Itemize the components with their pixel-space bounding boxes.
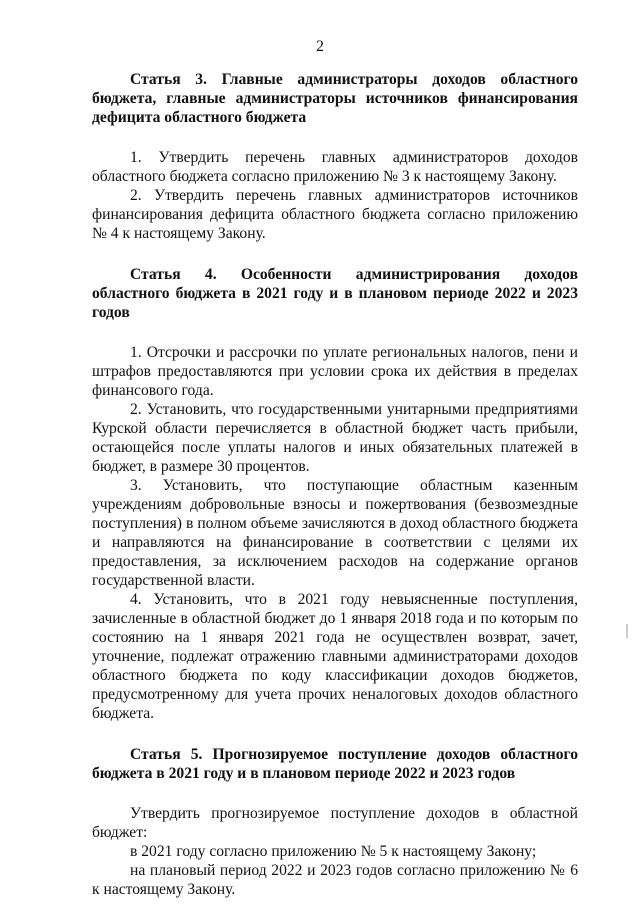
paragraph: в 2021 году согласно приложению № 5 к настоящему Закону; xyxy=(130,843,537,860)
article-3 xyxy=(92,70,578,243)
paragraph: 4. Установить, что в 2021 году невыясненные поступления, зачисленные в областной бюджет до 1 января 2018 года и по которым по состоянию на 1 января 2021 года не осуществлен возврат, зачет, уточнение, подлежат отражению главными администраторами доходов областного бюджета по коду классификации доходов бюджетов, предусмотренному для учета прочих неналоговых доходов областного бюджета. xyxy=(92,591,578,722)
article-heading: Статья 5. Прогнозируемое поступление доходов областного бюджета в 2021 году и в плановом периоде 2022 и 2023 годов xyxy=(92,746,578,782)
article-5 xyxy=(92,745,578,899)
paragraph: 2. Установить, что государственными унитарными предприятиями Курской области перечисляется в областной бюджет часть прибыли, остающейся после уплаты налогов и иных обязательных платежей в бюджет, в размере 30 процентов. xyxy=(92,401,578,475)
paragraph: Утвердить прогнозируемое поступление доходов в областной бюджет: xyxy=(92,805,578,841)
paragraph: 2. Утвердить перечень главных администраторов источников финансирования дефицита областного бюджета согласно приложению № 4 к настоящему Закону. xyxy=(92,187,578,242)
document-body xyxy=(92,70,578,899)
article-heading: Статья 3. Главные администраторы доходов областного бюджета, главные администраторы источников финансирования дефицита областного бюджета xyxy=(92,71,578,126)
paragraph: на плановый период 2022 и 2023 годов согласно приложению № 6 к настоящему Закону. xyxy=(92,862,578,898)
article-4 xyxy=(92,265,578,723)
page-number: 2 xyxy=(316,38,324,55)
article-heading: Статья 4. Особенности администрирования доходов областного бюджета в 2021 году и в плановом периоде 2022 и 2023 годов xyxy=(92,266,578,321)
paragraph: 1. Утвердить перечень главных администраторов доходов областного бюджета согласно приложению № 3 к настоящему Закону. xyxy=(92,149,578,185)
scan-mark xyxy=(626,624,628,638)
paragraph: 3. Установить, что поступающие областным казенным учреждениям добровольные взносы и пожертвования (безвозмездные поступления) в полном объеме зачисляются в доход областного бюджета и направляются на финансирование в соответствии с целями их предоставления, за исключением расходов на содержание органов государственной власти. xyxy=(92,477,578,589)
paragraph: 1. Отсрочки и рассрочки по уплате региональных налогов, пени и штрафов предоставляются при условии срока их действия в пределах финансового года. xyxy=(92,344,578,399)
